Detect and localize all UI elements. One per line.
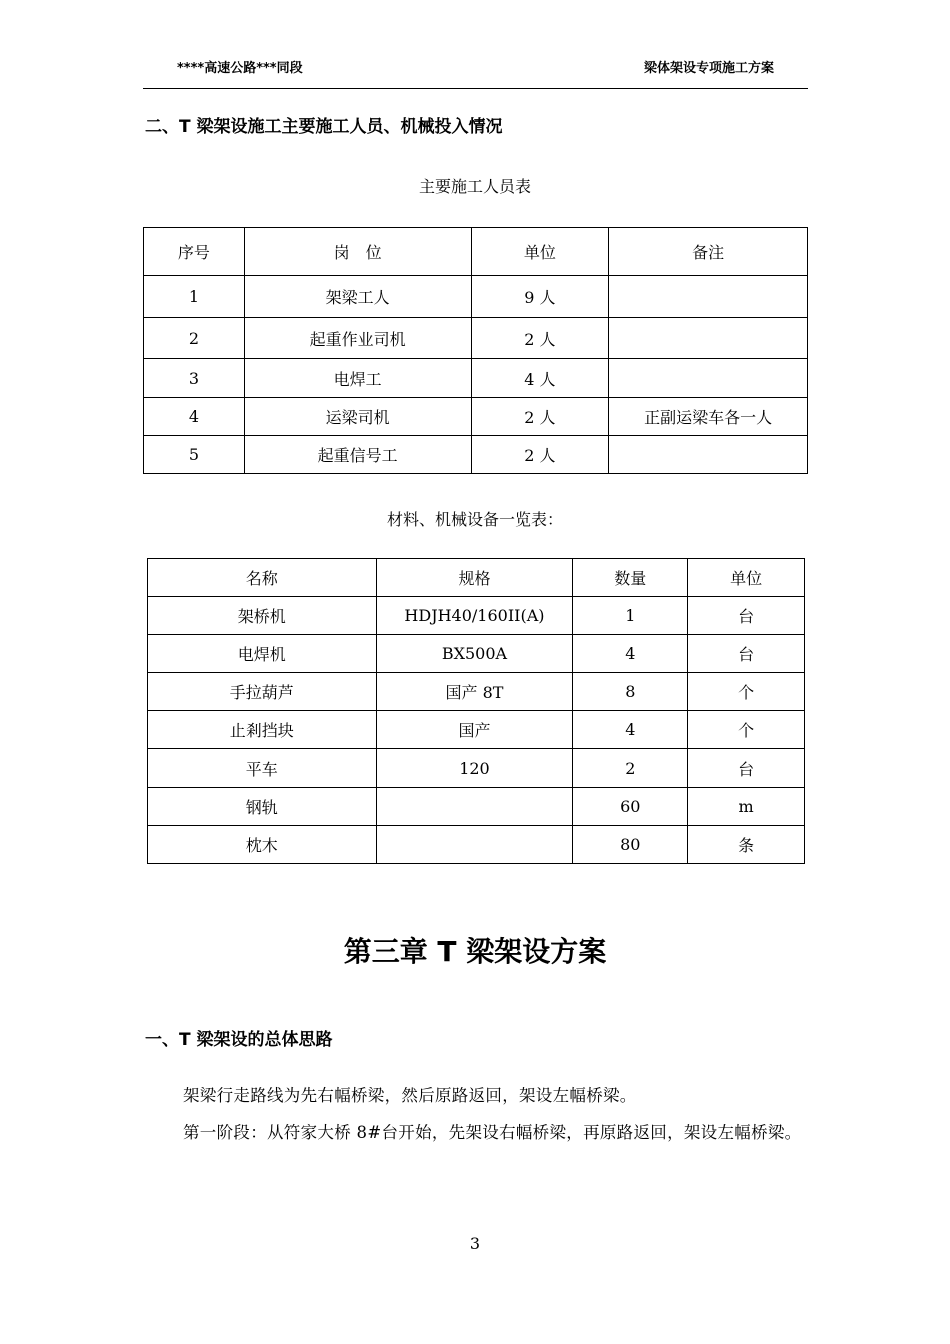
table-row <box>144 276 808 318</box>
personnel-cell: 2 人 <box>471 436 609 474</box>
personnel-table-caption: 主要施工人员表 <box>418 177 531 196</box>
personnel-cell: 电焊工 <box>244 359 471 398</box>
personnel-cell: 4 <box>144 398 245 436</box>
table-row <box>144 318 808 359</box>
personnel-header-cell: 序号 <box>144 228 245 276</box>
table-row <box>148 749 805 788</box>
personnel-cell: 架梁工人 <box>244 276 471 318</box>
equipment-cell: 台 <box>688 635 805 673</box>
equipment-cell: HDJH40/160II(A) <box>376 597 573 635</box>
personnel-cell <box>609 276 808 318</box>
personnel-cell <box>609 436 808 474</box>
equipment-header-cell: 名称 <box>148 559 377 597</box>
table-row <box>148 826 805 864</box>
equipment-cell: m <box>688 788 805 826</box>
table-row <box>148 635 805 673</box>
equipment-cell: 平车 <box>148 749 377 788</box>
table-row <box>148 597 805 635</box>
equipment-cell: 国产 <box>376 711 573 749</box>
table-row <box>144 359 808 398</box>
section-title-personnel-equipment: 二、T 梁架设施工主要施工人员、机械投入情况 <box>145 117 503 137</box>
table-row <box>148 673 805 711</box>
personnel-cell: 4 人 <box>471 359 609 398</box>
personnel-cell: 运梁司机 <box>244 398 471 436</box>
equipment-cell: 1 <box>573 597 688 635</box>
personnel-cell: 起重作业司机 <box>244 318 471 359</box>
equipment-cell: 个 <box>688 673 805 711</box>
personnel-cell <box>609 318 808 359</box>
equipment-cell: 80 <box>573 826 688 864</box>
personnel-header-cell: 岗 位 <box>244 228 471 276</box>
equipment-cell: 钢轨 <box>148 788 377 826</box>
equipment-cell: 8 <box>573 673 688 711</box>
equipment-cell: 个 <box>688 711 805 749</box>
table-row <box>144 398 808 436</box>
table-row <box>148 788 805 826</box>
equipment-cell: 60 <box>573 788 688 826</box>
personnel-cell <box>609 359 808 398</box>
equipment-header-cell: 规格 <box>376 559 573 597</box>
equipment-cell: 4 <box>573 711 688 749</box>
personnel-header-row <box>144 228 808 276</box>
equipment-cell: 台 <box>688 749 805 788</box>
equipment-cell: 台 <box>688 597 805 635</box>
equipment-cell: 国产 8T <box>376 673 573 711</box>
equipment-cell: BX500A <box>376 635 573 673</box>
equipment-table <box>147 558 805 864</box>
equipment-cell <box>376 788 573 826</box>
personnel-header-cell: 单位 <box>471 228 609 276</box>
personnel-cell: 1 <box>144 276 245 318</box>
header-left: ****高速公路***同段 <box>177 61 303 76</box>
personnel-cell: 5 <box>144 436 245 474</box>
equipment-header-row <box>148 559 805 597</box>
table-row <box>144 436 808 474</box>
header-rule <box>143 88 808 89</box>
personnel-table <box>143 227 808 474</box>
personnel-cell: 起重信号工 <box>244 436 471 474</box>
page-number: 3 <box>469 1234 481 1253</box>
personnel-cell: 2 <box>144 318 245 359</box>
equipment-cell: 架桥机 <box>148 597 377 635</box>
equipment-table-caption: 材料、机械设备一览表： <box>386 510 563 529</box>
personnel-cell: 3 <box>144 359 245 398</box>
paragraph-route: 架梁行走路线为先右幅桥梁，然后原路返回，架设左幅桥梁。 <box>183 1086 637 1105</box>
equipment-cell: 120 <box>376 749 573 788</box>
equipment-cell: 手拉葫芦 <box>148 673 377 711</box>
equipment-cell: 枕木 <box>148 826 377 864</box>
equipment-cell: 2 <box>573 749 688 788</box>
personnel-cell: 2 人 <box>471 398 609 436</box>
personnel-cell: 2 人 <box>471 318 609 359</box>
chapter-title: 第三章 T 梁架设方案 <box>343 935 607 968</box>
personnel-header-cell: 备注 <box>609 228 808 276</box>
table-row <box>148 711 805 749</box>
header-right: 梁体架设专项施工方案 <box>643 61 774 76</box>
equipment-cell: 条 <box>688 826 805 864</box>
personnel-cell: 正副运梁车各一人 <box>609 398 808 436</box>
equipment-header-cell: 数量 <box>573 559 688 597</box>
equipment-cell: 电焊机 <box>148 635 377 673</box>
equipment-cell <box>376 826 573 864</box>
paragraph-stage-one: 第一阶段：从符家大桥 8#台开始，先架设右幅桥梁，再原路返回，架设左幅桥梁。 <box>183 1123 802 1142</box>
equipment-header-cell: 单位 <box>688 559 805 597</box>
section-title-overall-approach: 一、T 梁架设的总体思路 <box>145 1030 333 1050</box>
personnel-cell: 9 人 <box>471 276 609 318</box>
equipment-cell: 4 <box>573 635 688 673</box>
equipment-cell: 止剎挡块 <box>148 711 377 749</box>
